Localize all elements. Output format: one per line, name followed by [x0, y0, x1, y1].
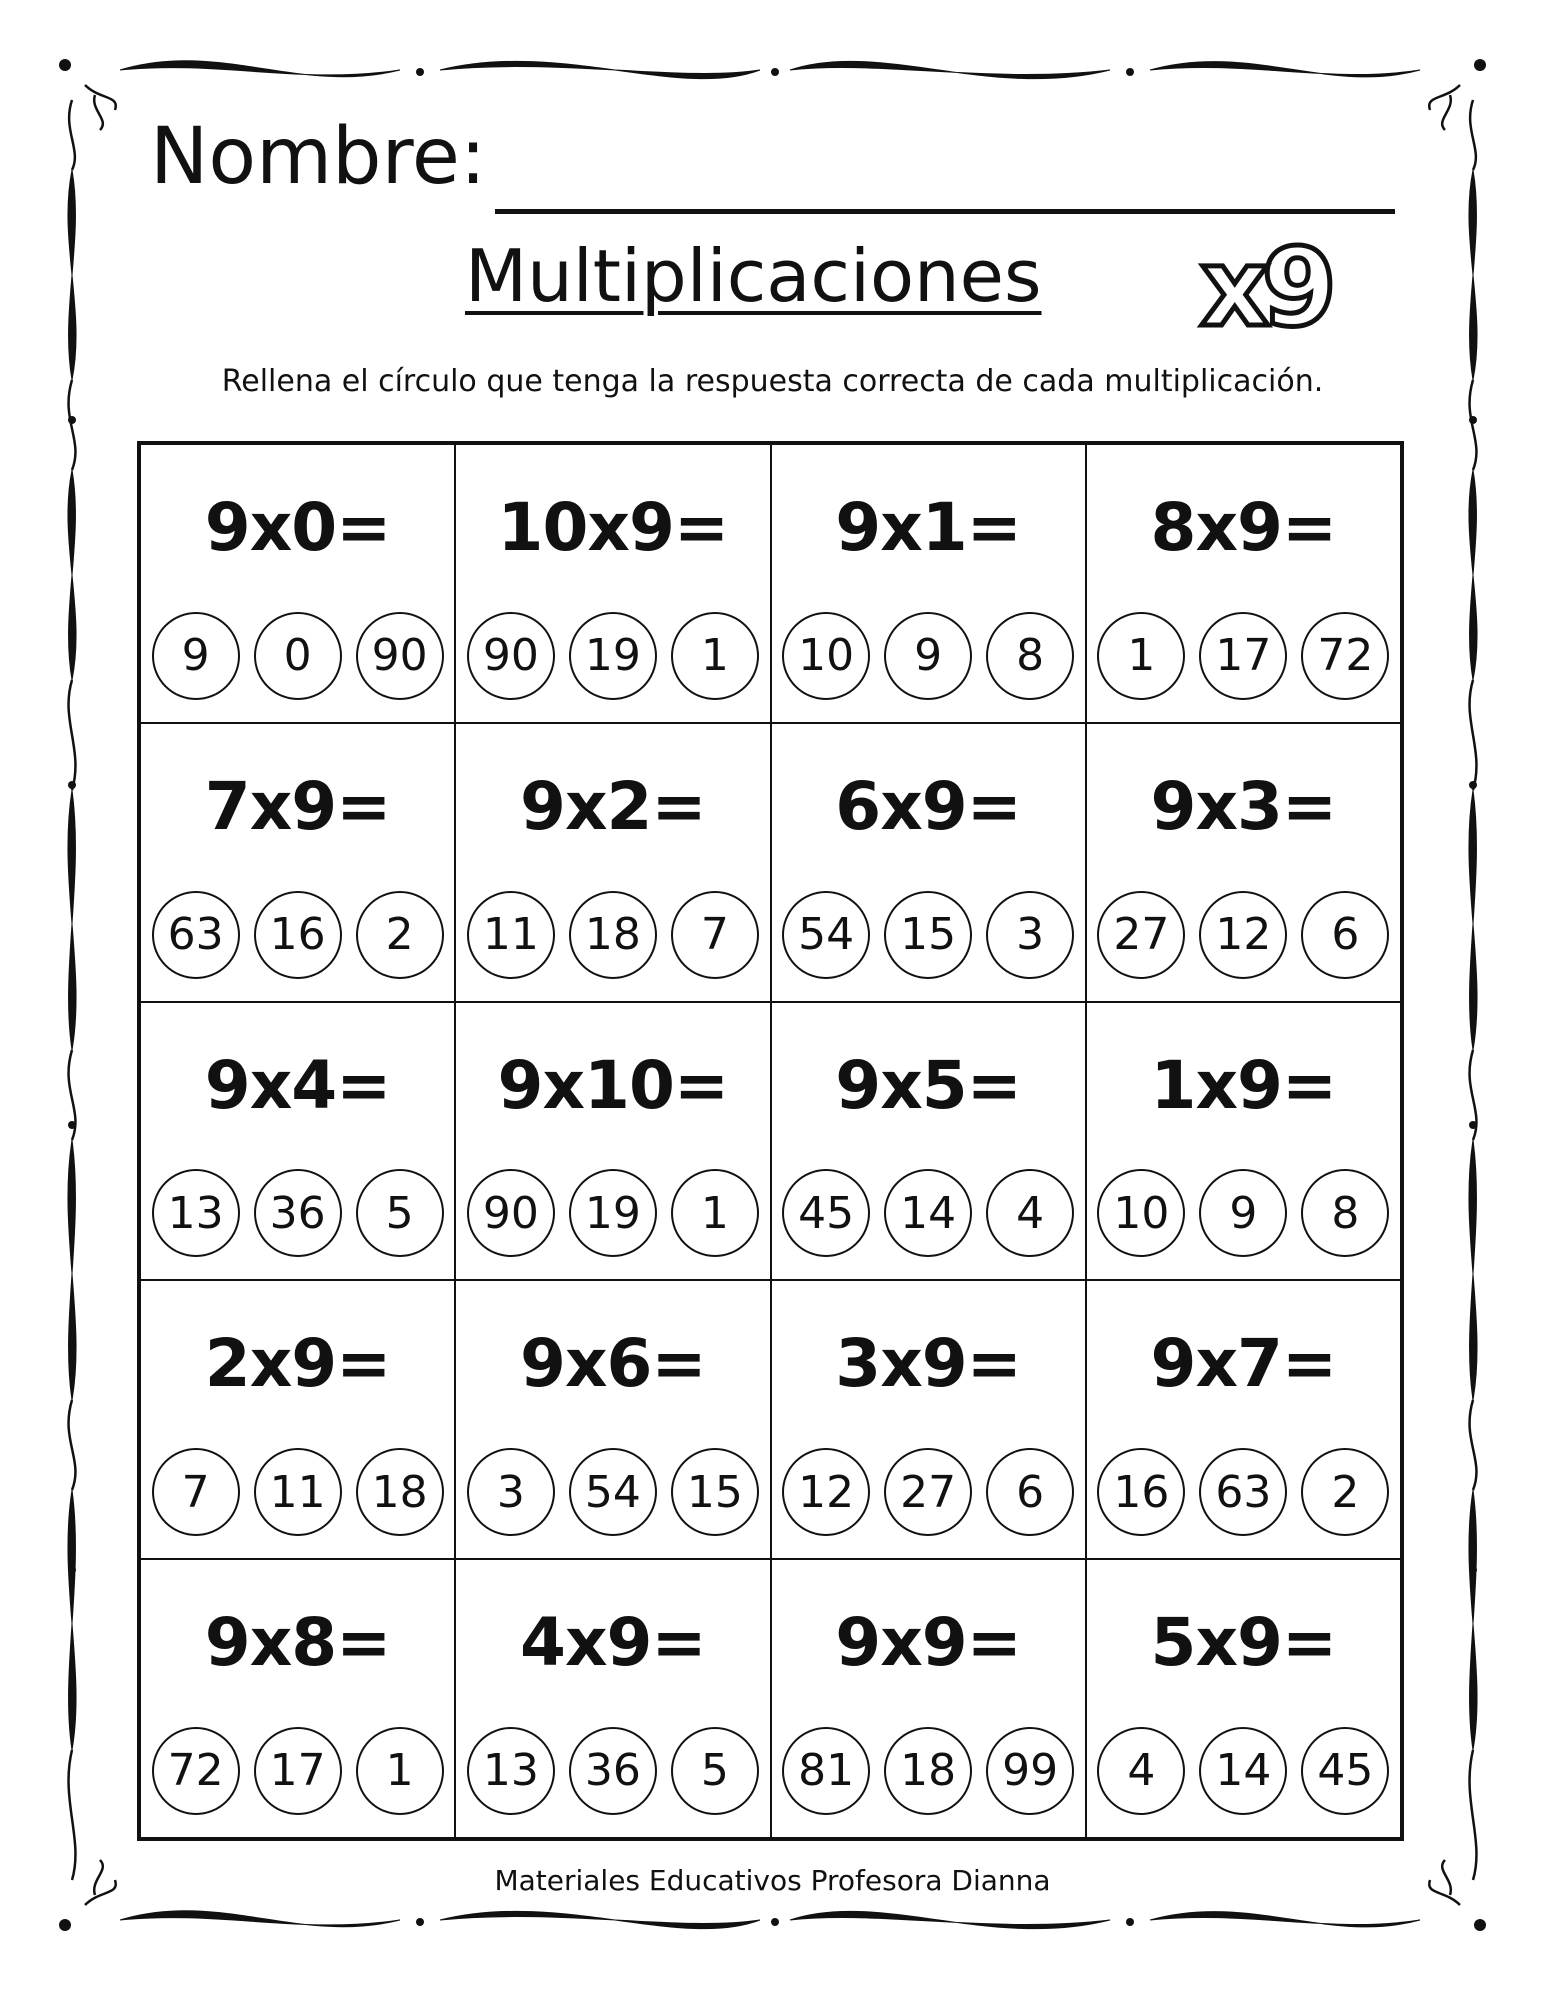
- top-center-swirl-2: [790, 61, 1110, 78]
- answer-circle[interactable]: 18: [569, 891, 657, 979]
- answer-options: [456, 1169, 769, 1257]
- problem-cell: [1086, 1002, 1401, 1281]
- name-input-line[interactable]: [495, 209, 1395, 214]
- answer-circle[interactable]: 63: [152, 891, 240, 979]
- problem-equation: 9x4=: [204, 1046, 391, 1124]
- answer-circle[interactable]: 90: [467, 612, 555, 700]
- answer-options: [1087, 612, 1400, 700]
- answer-options: [772, 1448, 1085, 1536]
- answer-options: [1087, 1169, 1400, 1257]
- problem-cell: [771, 1002, 1086, 1281]
- answer-options: [141, 612, 454, 700]
- answer-options: [141, 1448, 454, 1536]
- answer-circle[interactable]: 6: [1301, 891, 1389, 979]
- problem-equation: 1x9=: [1150, 1046, 1337, 1124]
- answer-circle[interactable]: 19: [569, 612, 657, 700]
- answer-circle[interactable]: 36: [254, 1169, 342, 1257]
- answer-options: [1087, 891, 1400, 979]
- answer-circle[interactable]: 14: [884, 1169, 972, 1257]
- answer-options: [772, 1169, 1085, 1257]
- answer-circle[interactable]: 16: [254, 891, 342, 979]
- problem-cell: [1086, 1280, 1401, 1559]
- answer-circle[interactable]: 36: [569, 1727, 657, 1815]
- problem-cell: [1086, 723, 1401, 1002]
- answer-circle[interactable]: 27: [1097, 891, 1185, 979]
- answer-circle[interactable]: 27: [884, 1448, 972, 1536]
- answer-options: [456, 1448, 769, 1536]
- answer-circle[interactable]: 99: [986, 1727, 1074, 1815]
- answer-circle[interactable]: 4: [986, 1169, 1074, 1257]
- answer-circle[interactable]: 12: [1199, 891, 1287, 979]
- bottom-center-swirl-2: [790, 1911, 1110, 1928]
- problem-cell: [140, 1280, 455, 1559]
- instructions: Rellena el círculo que tenga la respuesta correcta de cada multiplicación.: [221, 364, 1324, 399]
- problem-cell: [771, 1559, 1086, 1838]
- problem-cell: [1086, 444, 1401, 723]
- answer-circle[interactable]: 10: [782, 612, 870, 700]
- problem-cell: [771, 444, 1086, 723]
- answer-options: [141, 1169, 454, 1257]
- answer-options: [456, 1727, 769, 1815]
- problem-cell: [455, 1280, 770, 1559]
- footer-credit: Materiales Educativos Profesora Dianna: [494, 1864, 1051, 1897]
- answer-circle[interactable]: 7: [152, 1448, 240, 1536]
- answer-circle[interactable]: 13: [152, 1169, 240, 1257]
- answer-circle[interactable]: 0: [254, 612, 342, 700]
- answer-circle[interactable]: 5: [671, 1727, 759, 1815]
- problem-cell: [455, 723, 770, 1002]
- times-nine-badge: x9: [1200, 226, 1329, 351]
- answer-options: [772, 1727, 1085, 1815]
- answer-options: [141, 1727, 454, 1815]
- answer-circle[interactable]: 11: [254, 1448, 342, 1536]
- problem-equation: 6x9=: [835, 767, 1021, 845]
- answer-circle[interactable]: 16: [1097, 1448, 1185, 1536]
- answer-circle[interactable]: 3: [467, 1448, 555, 1536]
- answer-circle[interactable]: 12: [782, 1448, 870, 1536]
- answer-options: [772, 891, 1085, 979]
- answer-circle[interactable]: 10: [1097, 1169, 1185, 1257]
- answer-circle[interactable]: 6: [986, 1448, 1074, 1536]
- answer-circle[interactable]: 1: [671, 1169, 759, 1257]
- answer-circle[interactable]: 15: [884, 891, 972, 979]
- answer-circle[interactable]: 72: [152, 1727, 240, 1815]
- answer-circle[interactable]: 11: [467, 891, 555, 979]
- problem-equation: 10x9=: [497, 489, 729, 566]
- problem-cell: [455, 1559, 770, 1838]
- problem-cell: [455, 444, 770, 723]
- problem-cell: [140, 723, 455, 1002]
- answer-circle[interactable]: 1: [671, 612, 759, 700]
- top-right-swirl: [1150, 62, 1420, 77]
- problem-equation: 9x0=: [204, 489, 391, 566]
- answer-circle[interactable]: 8: [1301, 1169, 1389, 1257]
- problem-cell: [455, 1002, 770, 1281]
- answer-circle[interactable]: 14: [1199, 1727, 1287, 1815]
- top-left-swirl: [120, 61, 400, 77]
- problem-equation: 9x9=: [835, 1604, 1021, 1682]
- answer-circle[interactable]: 9: [1199, 1169, 1287, 1257]
- problem-cell: [140, 1002, 455, 1281]
- answer-circle[interactable]: 90: [356, 612, 444, 700]
- problem-equation: 9x5=: [835, 1046, 1021, 1124]
- problem-equation: 9x6=: [520, 1325, 706, 1403]
- answer-options: [456, 612, 769, 700]
- top-center-swirl: [440, 61, 760, 78]
- problem-cell: [1086, 1559, 1401, 1838]
- answer-options: [456, 891, 769, 979]
- answer-circle[interactable]: 54: [569, 1448, 657, 1536]
- problem-equation: 9x2=: [520, 767, 706, 845]
- problem-cell: [140, 1559, 455, 1838]
- problem-equation: 9x1=: [835, 489, 1021, 566]
- problem-cell: [771, 723, 1086, 1002]
- problem-cell: [140, 444, 455, 723]
- bottom-left-swirl: [120, 1911, 400, 1927]
- answer-circle[interactable]: 81: [782, 1727, 870, 1815]
- problem-equation: 3x9=: [835, 1325, 1021, 1403]
- name-label: Nombre:: [150, 112, 487, 202]
- problem-grid: [137, 441, 1404, 1841]
- answer-circle[interactable]: 4: [1097, 1727, 1185, 1815]
- answer-circle[interactable]: 63: [1199, 1448, 1287, 1536]
- answer-circle[interactable]: 45: [782, 1169, 870, 1257]
- problem-equation: 7x9=: [204, 767, 391, 845]
- answer-options: [1087, 1448, 1400, 1536]
- answer-circle[interactable]: 9: [152, 612, 240, 700]
- bottom-right-swirl: [1150, 1912, 1420, 1927]
- problem-equation: 9x10=: [497, 1046, 729, 1124]
- page-title: Multiplicaciones: [465, 234, 1042, 318]
- answer-circle[interactable]: 8: [986, 612, 1074, 700]
- answer-circle[interactable]: 15: [671, 1448, 759, 1536]
- answer-circle[interactable]: 13: [467, 1727, 555, 1815]
- answer-options: [141, 891, 454, 979]
- problem-equation: 2x9=: [204, 1325, 391, 1403]
- answer-options: [1087, 1727, 1400, 1815]
- answer-circle[interactable]: 9: [884, 612, 972, 700]
- problem-cell: [771, 1280, 1086, 1559]
- problem-equation: 4x9=: [520, 1604, 706, 1682]
- answer-circle[interactable]: 18: [884, 1727, 972, 1815]
- answer-circle[interactable]: 1: [356, 1727, 444, 1815]
- answer-circle[interactable]: 2: [1301, 1448, 1389, 1536]
- answer-circle[interactable]: 72: [1301, 612, 1389, 700]
- problem-equation: 9x8=: [204, 1604, 391, 1682]
- answer-circle[interactable]: 18: [356, 1448, 444, 1536]
- problem-equation: 8x9=: [1150, 489, 1337, 566]
- bottom-center-swirl: [440, 1911, 760, 1928]
- answer-circle[interactable]: 54: [782, 891, 870, 979]
- answer-circle[interactable]: 2: [356, 891, 444, 979]
- answer-circle[interactable]: 5: [356, 1169, 444, 1257]
- problem-equation: 9x3=: [1150, 767, 1337, 845]
- answer-circle[interactable]: 45: [1301, 1727, 1389, 1815]
- answer-circle[interactable]: 19: [569, 1169, 657, 1257]
- answer-circle[interactable]: 17: [254, 1727, 342, 1815]
- problem-equation: 9x7=: [1150, 1325, 1337, 1403]
- answer-circle[interactable]: 90: [467, 1169, 555, 1257]
- answer-circle[interactable]: 1: [1097, 612, 1185, 700]
- answer-circle[interactable]: 17: [1199, 612, 1287, 700]
- answer-circle[interactable]: 3: [986, 891, 1074, 979]
- problem-equation: 5x9=: [1150, 1604, 1337, 1682]
- answer-options: [772, 612, 1085, 700]
- answer-circle[interactable]: 7: [671, 891, 759, 979]
